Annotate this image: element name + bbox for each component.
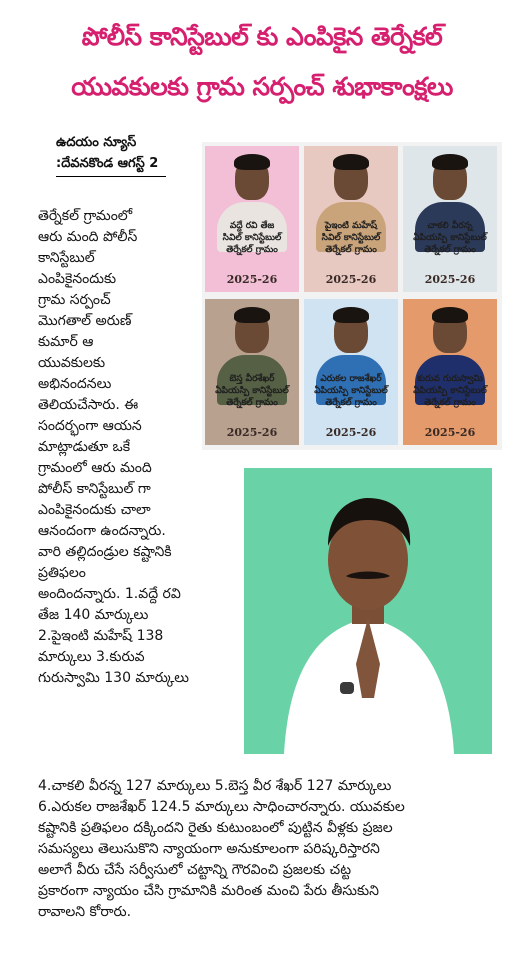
watch <box>340 682 354 694</box>
sarpanch-figure <box>244 468 492 754</box>
byline-underline <box>56 176 166 177</box>
photo-caption-line: వద్దే రవి తేజ <box>229 221 275 231</box>
byline-place-date: :దేవనకొండ ఆగస్ట్ 2 <box>56 156 159 171</box>
sarpanch-portrait <box>244 468 492 754</box>
constable-photo <box>304 146 398 292</box>
photo-year: 2025-26 <box>424 273 476 286</box>
byline <box>56 132 188 174</box>
bottom-paragraph-line: ప్రకారంగా న్యాయం చేసి గ్రామానికి మరింత మంచి పేరు తీసుకుని <box>38 883 379 899</box>
bottom-paragraph-line: కష్టానికి ప్రతిఫలం దక్కిందని రైతు కుటుంబంలో పుట్టిన వీళ్లకు ప్రజల <box>38 820 393 836</box>
photo-year: 2025-26 <box>226 426 278 439</box>
photo-caption-line: పైఇంటి మహేష్ <box>324 221 378 231</box>
photo-caption-line: ఎరుకల రాజశేఖర్ <box>320 374 382 384</box>
photo-year: 2025-26 <box>325 273 377 286</box>
left-column-line: ఆరు మంది పోలీస్ <box>38 229 138 245</box>
headline-line-1: పోలీస్ కానిస్టేబుల్ కు ఎంపికైన తెర్నేకల్ <box>81 22 443 51</box>
photo-caption-line: ఏపియస్పి కానిస్టేబుల్ <box>215 386 289 396</box>
bottom-paragraph-line: 4.చాకలి వీరన్న 127 మార్కులు 5.బెస్త వీర శేఖర్ 127 మార్కులు <box>38 778 392 794</box>
left-column-line: గ్రామ సర్పంచ్ <box>38 292 111 308</box>
constables-photo-grid <box>202 142 502 450</box>
photo-year: 2025-26 <box>424 426 476 439</box>
constable-photo <box>403 299 497 445</box>
photo-caption-line: సివిల్ కానిస్టేబుల్ <box>321 233 381 243</box>
left-column-line: వారి తల్లిదండ్రుల కష్టానికి <box>38 544 172 560</box>
left-column-line: తేజ 140 మార్కులు <box>38 607 149 623</box>
left-column-line: మొగతాల్ అరుణ్ <box>38 313 132 329</box>
photo-caption <box>403 220 497 256</box>
left-column-line: ఆనందంగా ఉందన్నారు. <box>38 523 166 539</box>
photo-caption-line: తెర్నేకల్ గ్రామం <box>226 245 278 255</box>
bottom-paragraph-line: సమస్యలు తెలుసుకొని న్యాయంగా అనుకూలంగా పరిష్కరిస్తారని <box>38 841 380 857</box>
left-column-line: కానిస్టేబుల్ <box>38 250 95 266</box>
photo-caption-line: చాకలి వీరన్న <box>427 221 473 231</box>
photo-caption-line: తెర్నేకల్ గ్రామం <box>424 398 476 408</box>
left-column-line: ఎంపికైనందుకు <box>38 271 117 287</box>
bottom-paragraph-line: 6.ఎరుకల రాజశేఖర్ 124.5 మార్కులు సాధించారన్నారు. యువకుల <box>38 799 405 815</box>
person-hair <box>333 307 369 323</box>
left-column-line: యువకులకు <box>38 355 106 371</box>
constable-photo <box>403 146 497 292</box>
photo-year: 2025-26 <box>325 426 377 439</box>
left-column-line: పోలీస్ కానిస్టేబుల్ గా <box>38 481 151 497</box>
left-column-line: అందిందన్నారు. 1.వద్దే రవి <box>38 586 181 602</box>
left-column-line: తెర్నేకల్ గ్రామంలో <box>38 208 133 224</box>
photo-caption-line: సివిల్ కానిస్టేబుల్ <box>222 233 282 243</box>
left-column-line: ప్రతిఫలం <box>38 565 86 581</box>
photo-caption-line: తెర్నేకల్ గ్రామం <box>226 398 278 408</box>
photo-caption-line: కురువ గురుస్వామి <box>417 374 483 384</box>
photo-caption <box>403 373 497 409</box>
person-hair <box>333 154 369 170</box>
person-hair <box>234 307 270 323</box>
left-column-line: మార్కులు 3.కురువ <box>38 649 145 665</box>
photo-caption-line: ఏపియస్పి కానిస్టేబుల్ <box>413 233 487 243</box>
left-column-line: గ్రామంలో ఆరు మంది <box>38 460 152 476</box>
left-column-text <box>38 206 228 689</box>
left-column-line: మాట్లాడుతూ ఒకే <box>38 439 131 455</box>
constable-photo <box>304 299 398 445</box>
left-column-line: అభినందనలు <box>38 376 112 392</box>
photo-caption-line: తెర్నేకల్ గ్రామం <box>325 398 377 408</box>
bottom-paragraph-line: అలాగే వీరు చేసే సర్వీసులో చట్టాన్ని గౌరవించి ప్రజలకు చట్ట <box>38 862 351 878</box>
bottom-paragraph-line: రావాలని కోరారు. <box>38 904 132 920</box>
headline-line-2: యువకులకు గ్రామ సర్పంచ్ శుభాకాంక్షలు <box>71 72 453 101</box>
photo-caption <box>304 220 398 256</box>
photo-caption-line: తెర్నేకల్ గ్రామం <box>325 245 377 255</box>
left-column-line: సందర్భంగా ఆయన <box>38 418 142 434</box>
byline-source: ఉదయం న్యూస్ <box>56 135 137 150</box>
left-column-line: గురుస్వామి 130 మార్కులు <box>38 670 189 686</box>
photo-caption-line: ఏపియస్పి కానిస్టేబుల్ <box>314 386 388 396</box>
left-column-line: ఎంపికైనందుకు చాలా <box>38 502 151 518</box>
left-column-line: 2.పైఇంటి మహేష్ 138 <box>38 628 164 644</box>
person-hair <box>432 307 468 323</box>
person-hair <box>234 154 270 170</box>
bottom-paragraph <box>38 776 500 923</box>
photo-caption <box>304 373 398 409</box>
photo-caption-line: ఏపియస్పి కానిస్టేబుల్ <box>413 386 487 396</box>
photo-year: 2025-26 <box>226 273 278 286</box>
person-hair <box>432 154 468 170</box>
photo-caption-line: బెస్త వీరశేఖర్ <box>229 374 275 384</box>
left-column-line: కుమార్ ఆ <box>38 334 94 350</box>
left-column-line: తెలియచేసారు. ఈ <box>38 397 139 413</box>
photo-caption-line: తెర్నేకల్ గ్రామం <box>424 245 476 255</box>
